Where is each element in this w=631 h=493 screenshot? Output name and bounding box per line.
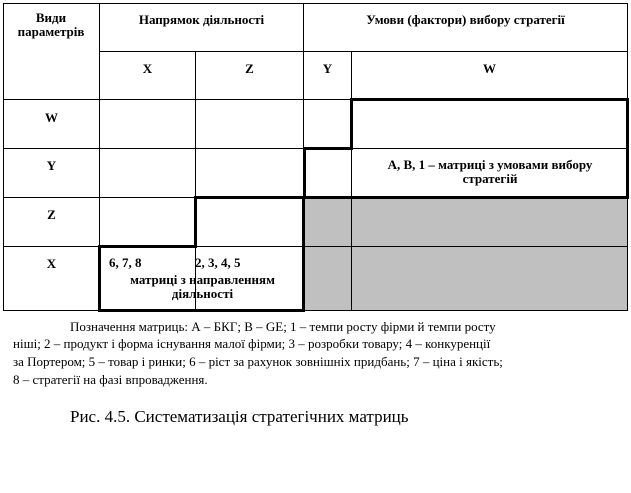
notes-line-1: Позначення матриць: А – БКГ; В – GE; 1 – темпи росту фірми й темпи росту <box>70 319 496 334</box>
notes-line-3: за Портером; 5 – товар і ринки; 6 – ріст за рахунок зовнішніх придбань; 7 – ціна і якість; <box>13 354 503 369</box>
direction-region-border <box>302 196 305 312</box>
row-label-y: Y <box>46 158 57 173</box>
direction-region-border <box>98 245 101 312</box>
figure-caption: Рис. 4.5. Систематизація стратегічних матриць <box>70 407 409 426</box>
direction-region-border <box>194 196 305 199</box>
direction-z-numbers: 2, 3, 4, 5 <box>195 255 241 270</box>
direction-region-border <box>98 309 305 312</box>
grid-line <box>3 310 628 311</box>
conditions-region-border <box>303 196 629 199</box>
header-direction: Напрямок діяльності <box>138 12 265 27</box>
conditions-region-border <box>303 147 306 199</box>
header-params: Види параметрів <box>17 10 85 39</box>
direction-x-numbers: 6, 7, 8 <box>109 255 142 270</box>
column-header-x: X <box>142 61 153 76</box>
grid-line <box>100 51 628 52</box>
header-conditions: Умови (фактори) вибору стратегії <box>366 12 565 27</box>
shaded-cell-x-w <box>352 247 628 310</box>
conditions-cell-text: А, В, 1 – матриці з умовами вибору стратегій <box>387 157 593 186</box>
conditions-region-border <box>626 98 629 199</box>
direction-region-border <box>98 245 197 248</box>
grid-line <box>3 3 628 4</box>
notes-line-4: 8 – стратегії на фазі впровадження. <box>13 372 208 387</box>
direction-label: матриці з направленням діяльності <box>130 272 275 301</box>
column-header-y: Y <box>322 61 333 76</box>
grid-line <box>3 246 628 247</box>
row-label-x: X <box>46 256 57 271</box>
shaded-cell-x-y <box>304 247 352 310</box>
conditions-region-border <box>303 147 353 150</box>
grid-line <box>351 51 352 311</box>
row-label-w: W <box>45 110 58 125</box>
column-header-w: W <box>483 61 496 76</box>
direction-region-border <box>194 196 197 248</box>
shaded-cell-z-y <box>304 198 352 246</box>
row-label-z: Z <box>47 207 56 222</box>
conditions-region-border <box>350 98 629 101</box>
notes-line-2: ніші; 2 – продукт і форма існування малої фірми; 3 – розробки товару; 4 – конкуренції <box>13 336 491 351</box>
conditions-region-border <box>350 98 353 149</box>
shaded-cell-z-w <box>352 198 628 246</box>
column-header-z: Z <box>245 61 254 76</box>
